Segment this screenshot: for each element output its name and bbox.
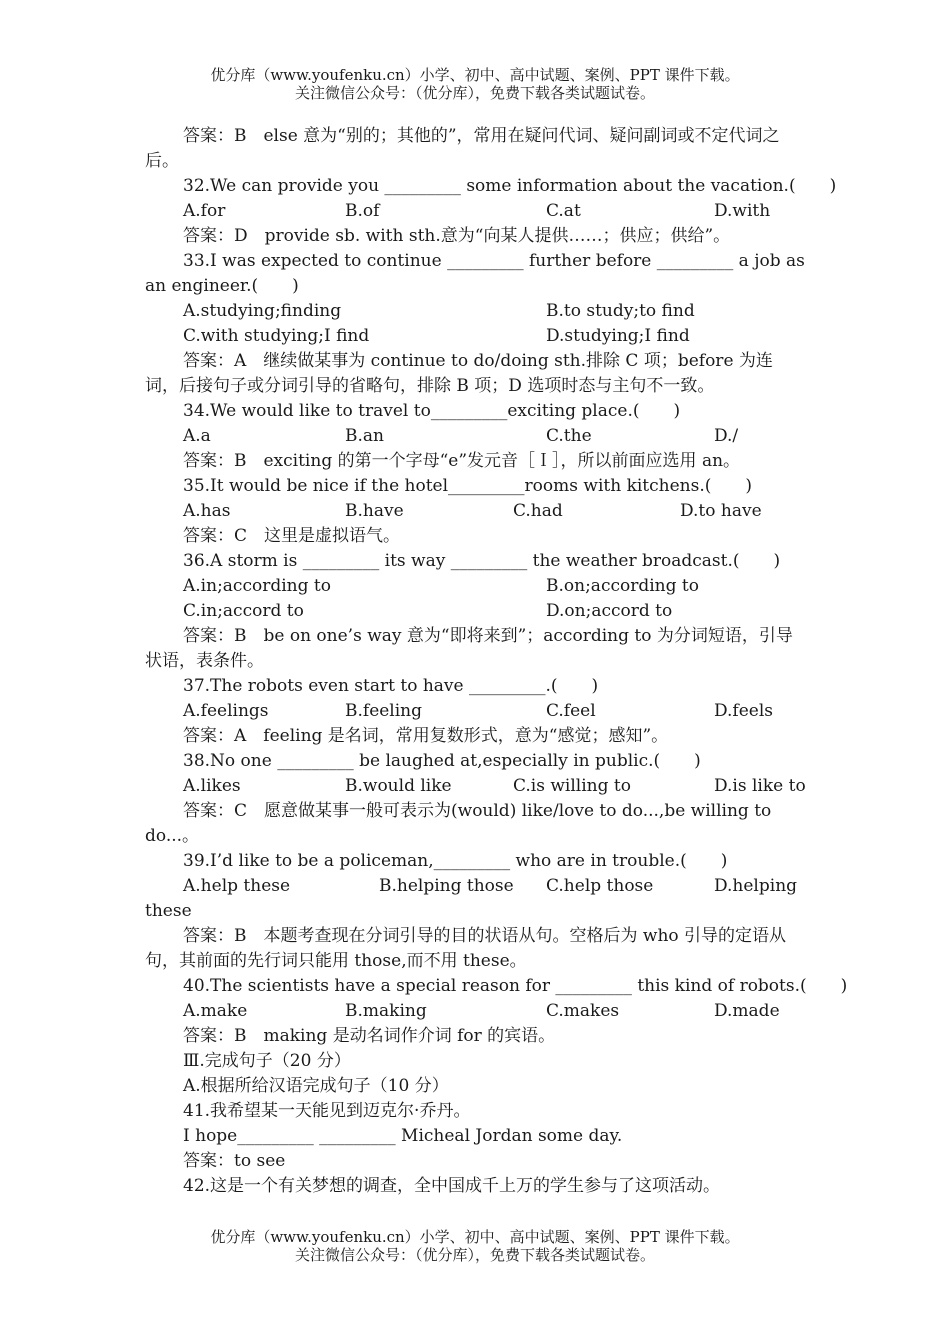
option-37-b: B.feeling — [345, 701, 423, 721]
question-33: 33.I was expected to continue _________ further before _________ a job as an engineer.( ) — [145, 251, 805, 296]
question-39: 39.I’d like to be a policeman,_________ who are in trouble.( ) — [183, 851, 728, 871]
question-41: 41.我希望某一天能见到迈克尔·乔丹。 — [183, 1101, 471, 1121]
options-35 — [145, 499, 805, 524]
option-33-d: D.studying;I find — [546, 326, 690, 346]
question-35: 35.It would be nice if the hotel_________rooms with kitchens.( ) — [183, 476, 753, 496]
options-32 — [145, 199, 805, 224]
header-line-2: 关注微信公众号：（优分库），免费下载各类试题试卷。 — [294, 84, 655, 102]
option-39-d: D.helping — [714, 876, 798, 896]
answer-35: 答案：C 这里是虚拟语气。 — [183, 526, 401, 546]
option-40-b: B.making — [345, 1001, 427, 1021]
options-39 — [145, 874, 805, 899]
option-34-c: C.the — [546, 426, 592, 446]
option-36-d: D.on;accord to — [546, 601, 673, 621]
page-header — [0, 66, 950, 102]
option-32-d: D.with — [714, 201, 771, 221]
options-36-row2 — [145, 599, 805, 624]
option-37-c: C.feel — [546, 701, 596, 721]
page-footer — [0, 1228, 950, 1264]
options-38 — [145, 774, 805, 799]
option-36-b: B.on;according to — [546, 576, 699, 596]
option-34-a: A.a — [183, 426, 211, 446]
question-41-english: I hope_________ _________ Micheal Jordan some day. — [183, 1126, 623, 1146]
answer-34: 答案：B exciting 的第一个字母“e”发元音［Ｉ］，所以前面应选用 an。 — [183, 451, 741, 471]
question-34: 34.We would like to travel to_________exciting place.( ) — [183, 401, 681, 421]
answer-36: 答案：B be on one’s way 意为“即将来到”；according to 为分词短语，引导状语，表条件。 — [145, 626, 793, 671]
question-40: 40.The scientists have a special reason for _________ this kind of robots.( ) — [183, 976, 848, 996]
question-42: 42.这是一个有关梦想的调查，全中国成千上万的学生参与了这项活动。 — [183, 1176, 721, 1196]
answer-38: 答案：C 愿意做某事一般可表示为(would) like/love to do...,be willing to do...。 — [145, 801, 772, 846]
options-33-row2 — [145, 324, 805, 349]
answer-33: 答案：A 继续做某事为 continue to do/doing sth.排除 C 项；before 为连词，后接句子或分词引导的省略句，排除 B 项；D 选项时态与主句不一致。 — [145, 351, 773, 396]
answer-37: 答案：A feeling 是名词，常用复数形式，意为“感觉；感知”。 — [183, 726, 669, 746]
answer-32: 答案：D provide sb. with sth.意为“向某人提供……；供应；供给”。 — [183, 226, 731, 246]
option-35-c: C.had — [513, 501, 563, 521]
options-40 — [145, 999, 805, 1024]
question-32: 32.We can provide you _________ some information about the vacation.( ) — [183, 176, 837, 196]
footer-line-2: 关注微信公众号：（优分库），免费下载各类试题试卷。 — [294, 1246, 655, 1264]
option-39-a: A.help these — [183, 876, 291, 896]
answer-40: 答案：B making 是动名词作介词 for 的宾语。 — [183, 1026, 556, 1046]
options-36-row1 — [145, 574, 805, 599]
option-38-b: B.would like — [345, 776, 452, 796]
option-32-c: C.at — [546, 201, 581, 221]
option-36-a: A.in;according to — [183, 576, 331, 596]
answer-41: 答案：to see — [183, 1151, 286, 1171]
question-36: 36.A storm is _________ its way _________ the weather broadcast.( ) — [183, 551, 781, 571]
section-3a-heading: A.根据所给汉语完成句子（10 分） — [183, 1076, 449, 1096]
option-37-d: D.feels — [714, 701, 774, 721]
section-3-heading: Ⅲ.完成句子（20 分） — [183, 1051, 351, 1071]
option-33-b: B.to study;to find — [546, 301, 695, 321]
question-37: 37.The robots even start to have _________.( ) — [183, 676, 599, 696]
option-35-b: B.have — [345, 501, 404, 521]
option-37-a: A.feelings — [183, 701, 269, 721]
header-line-1: 优分库（www.youfenku.cn）小学、初中、高中试题、案例、PPT 课件下载。 — [210, 66, 740, 84]
option-39-b: B.helping those — [379, 876, 514, 896]
options-37 — [145, 699, 805, 724]
option-36-c: C.in;accord to — [183, 601, 304, 621]
option-33-a: A.studying;finding — [183, 301, 342, 321]
option-38-d: D.is like to — [714, 776, 806, 796]
footer-line-1: 优分库（www.youfenku.cn）小学、初中、高中试题、案例、PPT 课件下载。 — [210, 1228, 740, 1246]
option-40-c: C.makes — [546, 1001, 620, 1021]
option-39-d-wrap: these — [145, 901, 192, 921]
option-32-a: A.for — [183, 201, 226, 221]
answer-39: 答案：B 本题考查现在分词引导的目的状语从句。空格后为 who 引导的定语从句，其前面的先行词只能用 those,而不用 these。 — [145, 926, 787, 971]
document-body — [145, 124, 848, 1199]
option-39-c: C.help those — [546, 876, 654, 896]
answer-31: 答案：B else 意为“别的；其他的”，常用在疑问代词、疑问副词或不定代词之后。 — [145, 126, 780, 171]
options-34 — [145, 424, 805, 449]
option-38-c: C.is willing to — [513, 776, 631, 796]
question-38: 38.No one _________ be laughed at,especially in public.( ) — [183, 751, 701, 771]
options-33-row1 — [145, 299, 805, 324]
option-40-d: D.made — [714, 1001, 780, 1021]
option-34-b: B.an — [345, 426, 384, 446]
option-35-d: D.to have — [680, 501, 762, 521]
option-40-a: A.make — [183, 1001, 248, 1021]
option-35-a: A.has — [183, 501, 231, 521]
option-38-a: A.likes — [183, 776, 241, 796]
option-32-b: B.of — [345, 201, 380, 221]
option-34-d: D./ — [714, 426, 739, 446]
option-33-c: C.with studying;I find — [183, 326, 370, 346]
